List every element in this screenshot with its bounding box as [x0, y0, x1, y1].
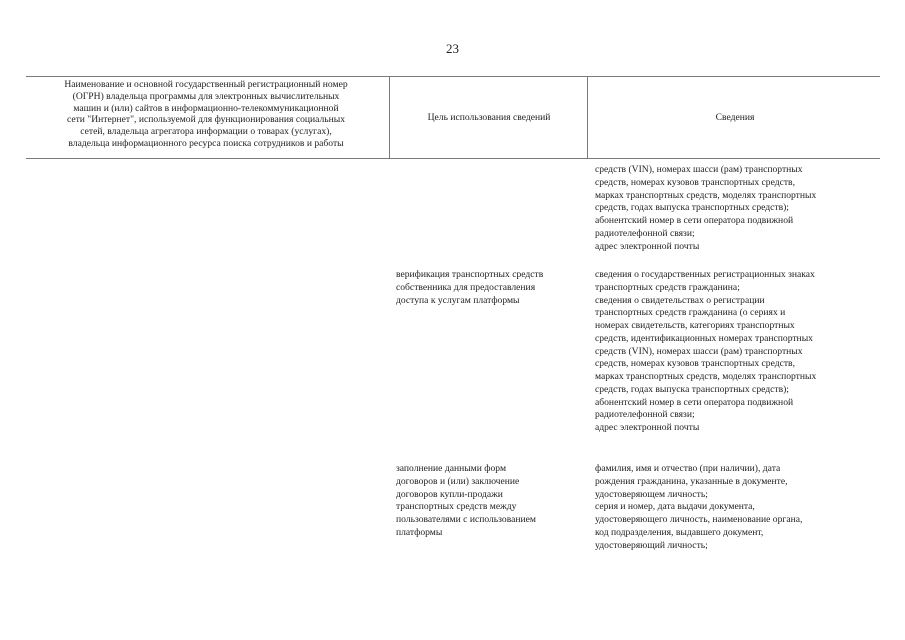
header-column-divider-2: [587, 76, 588, 158]
row-1-information: средств (VIN), номерах шасси (рам) транспортных средств, номерах кузовов транспортных средств, марках транспортных средств, моделях транспортных средств, годах выпуска транспортных средств); абонентский номер в сети оператора подвижной радиотелефонной связи; адрес электронной почты: [595, 164, 817, 252]
page-number: 23: [446, 41, 459, 56]
row-3-information: фамилия, имя и отчество (при наличии), дата рождения гражданина, указанные в документе, удостоверяющем личность; серия и номер, дата выдачи документа, удостоверяющего личность, наименование органа, код подразделения, выдавшего документ, удостоверяющий личность;: [595, 463, 803, 551]
header-owner-name-ogrn: Наименование и основной государственный регистрационный номер (ОГРН) владельца программы для электронных вычислительных машин и (или) сайтов в информационно-телекоммуникационной сети "Интернет", используемой для функционирования социальных сетей, владельца агрегатора информации о товарах (услугах), владельца информационного ресурса поиска сотрудников и работы: [64, 79, 348, 149]
table-top-border: [26, 76, 880, 77]
table-header-bottom-border: [26, 158, 880, 159]
row-2-purpose: верификация транспортных средств собственника для предоставления доступа к услугам платформы: [396, 269, 544, 306]
header-information: Сведения: [715, 112, 755, 123]
row-3-purpose: заполнение данными форм договоров и (или) заключение договоров купли-продажи транспортных средств между пользователями с использованием платформы: [396, 463, 536, 538]
header-purpose: Цель использования сведений: [427, 112, 551, 123]
header-column-divider-1: [389, 76, 390, 158]
row-2-information: сведения о государственных регистрационных знаках транспортных средств гражданина; сведения о свидетельствах о регистрации транспортных средств гражданина (о сериях и номерах свидетельств, категориях транспортных средств, идентификационных номерах транспортных средств (VIN), номерах шасси (рам) транспортных средств, номерах кузовов транспортных средств, марках транспортных средств, моделях транспортных средств, годах выпуска транспортных средств); абонентский номер в сети оператора подвижной радиотелефонной связи; адрес электронной почты: [595, 269, 817, 433]
